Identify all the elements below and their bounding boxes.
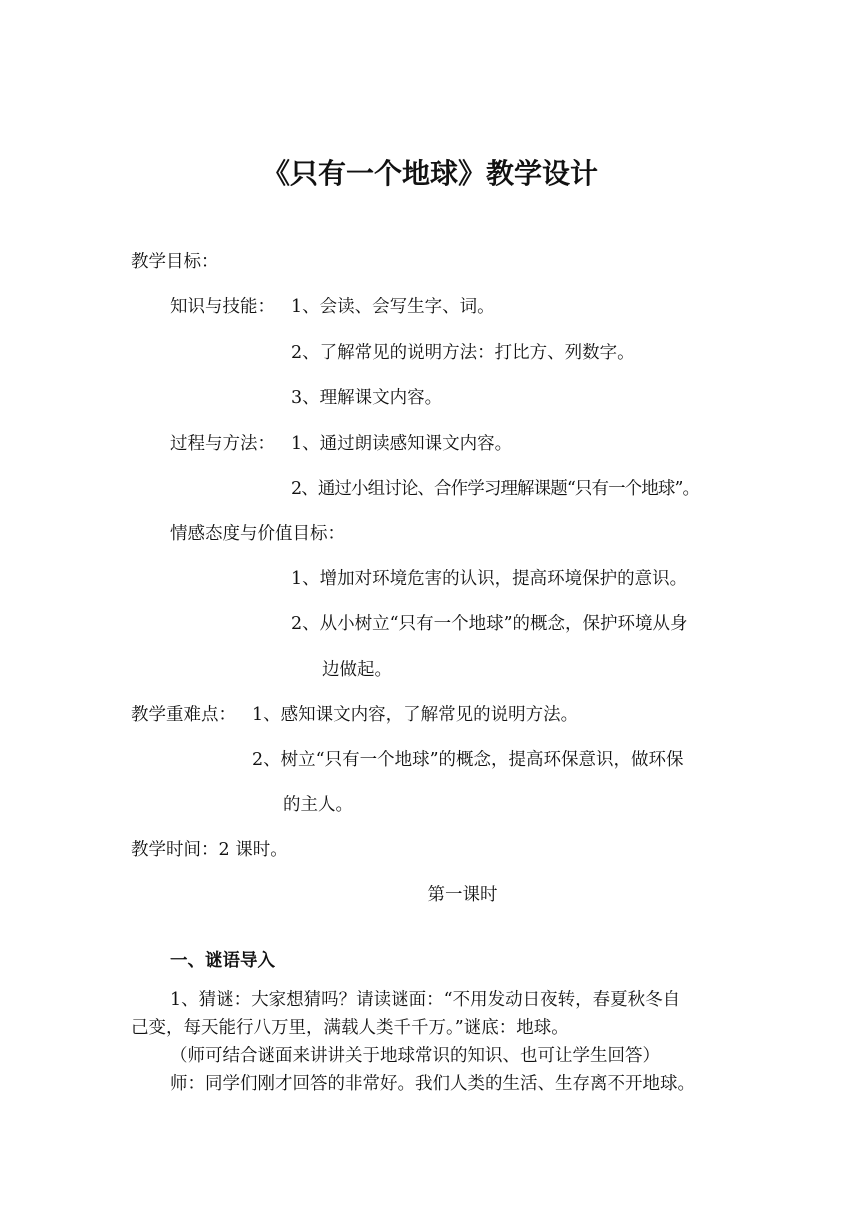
knowledge-label: 知识与技能：: [170, 297, 275, 317]
knowledge-item-3: 3、理解课文内容。: [291, 388, 443, 408]
section-1-line-4: 师：同学们刚才回答的非常好。我们人类的生活、生存离不开地球。: [170, 1074, 695, 1094]
teaching-time: 教学时间：2 课时。: [131, 840, 288, 860]
section-1-heading: 一、谜语导入: [170, 951, 275, 971]
process-item-2: 2、通过小组讨论、合作学习理解课题“只有一个地球”。: [291, 479, 700, 499]
emotion-label: 情感态度与价值目标：: [170, 524, 345, 544]
process-item-1: 1、通过朗读感知课文内容。: [291, 434, 513, 454]
emotion-item-2-cont: 边做起。: [322, 660, 392, 680]
key-point-1: 1、感知课文内容，了解常见的说明方法。: [252, 705, 579, 725]
knowledge-item-2: 2、了解常见的说明方法：打比方、列数字。: [291, 343, 635, 363]
emotion-item-1: 1、增加对环境危害的认识，提高环境保护的意识。: [291, 569, 688, 589]
section-1-line-1: 1、猜谜：大家想猜吗？请读谜面：“不用发动日夜转，春夏秋冬自: [170, 990, 681, 1010]
section-1-line-3: （师可结合谜面来讲讲关于地球常识的知识、也可让学生回答）: [170, 1046, 660, 1066]
key-point-2: 2、树立“只有一个地球”的概念，提高环保意识，做环保: [252, 750, 684, 770]
key-point-2-cont: 的主人。: [283, 795, 353, 815]
section-1-line-2: 己变，每天能行八万里，满载人类千千万。”谜底：地球。: [131, 1018, 569, 1038]
knowledge-item-1: 1、会读、会写生字、词。: [291, 297, 495, 317]
objectives-heading: 教学目标：: [131, 252, 219, 272]
emotion-item-2: 2、从小树立“只有一个地球”的概念，保护环境从身: [291, 614, 688, 634]
process-label: 过程与方法：: [170, 434, 275, 454]
lesson-title: 第一课时: [427, 885, 498, 905]
document-title: 《只有一个地球》教学设计: [261, 157, 598, 190]
key-points-label: 教学重难点：: [131, 705, 236, 725]
